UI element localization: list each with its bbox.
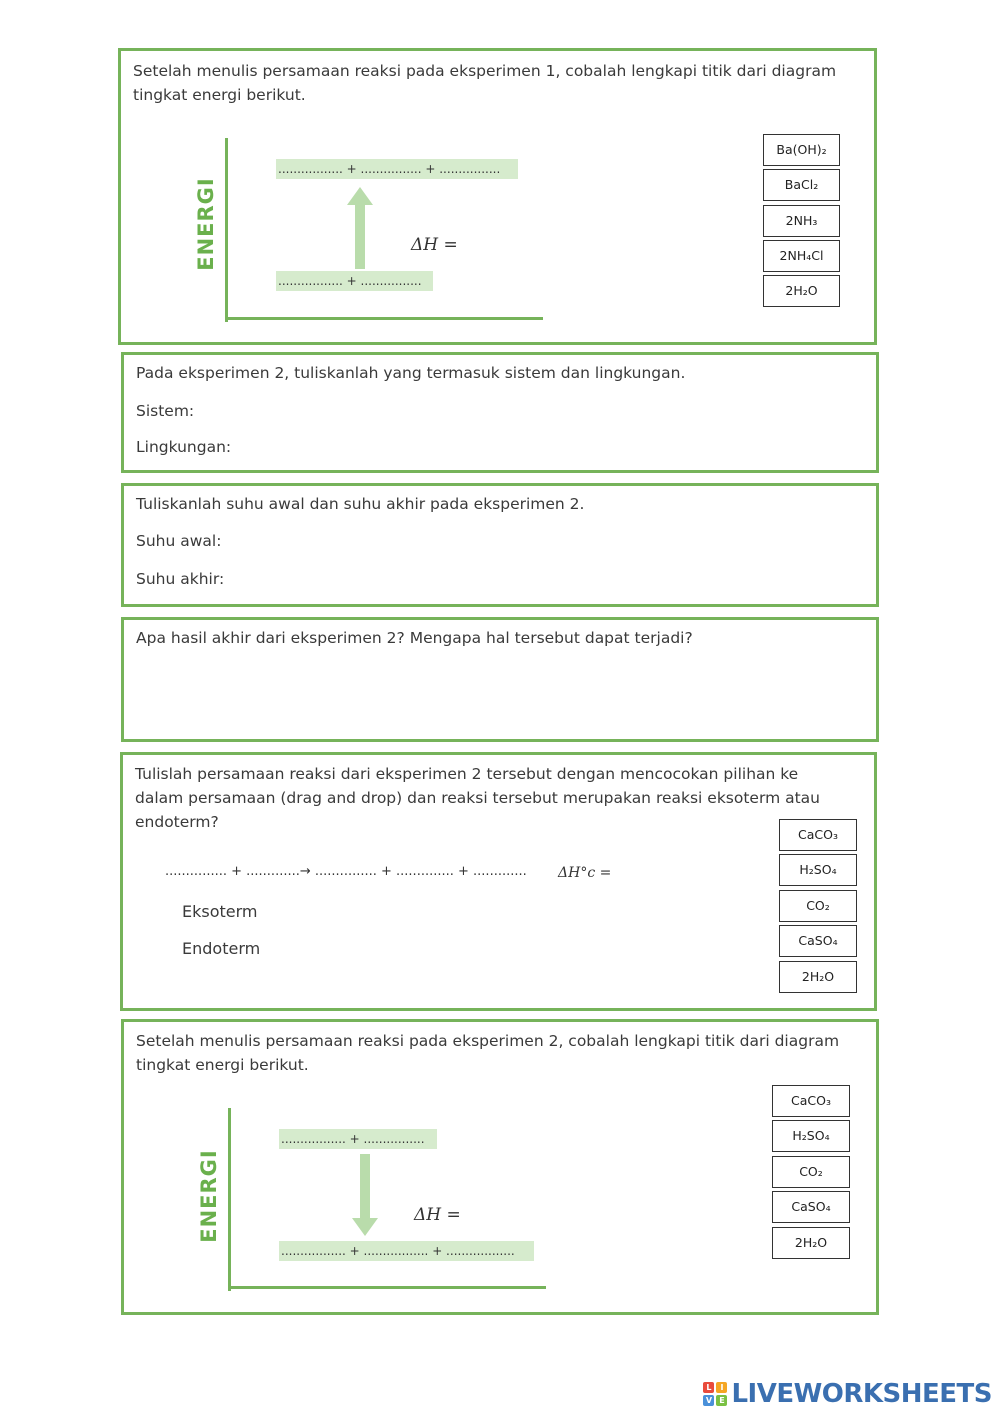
chip-2nh3[interactable]: 2NH₃	[763, 205, 840, 237]
section-1-x-axis	[225, 317, 543, 320]
chip-2h2o[interactable]: 2H₂O	[779, 961, 857, 993]
section-1-axis-label: ENERGI	[194, 177, 218, 271]
section-1-instruction: Setelah menulis persamaan reaksi pada eksperimen 1, cobalah lengkapi titik dari diagram tingkat energi berikut.	[133, 62, 837, 104]
section-6-lower-drop-slot[interactable]: ................. + ................. + ..................	[279, 1241, 534, 1261]
section-6-axis-label: ENERGI	[197, 1149, 221, 1243]
section-2-question: Pada eksperimen 2, tuliskanlah yang termasuk sistem dan lingkungan.	[136, 364, 686, 382]
chip-co2[interactable]: CO₂	[772, 1156, 850, 1188]
section-3-question: Tuliskanlah suhu awal dan suhu akhir pada eksperimen 2.	[136, 495, 585, 513]
sistem-label: Sistem:	[136, 402, 195, 420]
logo-badge-letter: E	[716, 1395, 727, 1406]
section-4-box	[121, 617, 879, 742]
logo-text: LIVEWORKSHEETS	[731, 1379, 992, 1409]
section-6-box	[121, 1019, 879, 1315]
liveworksheets-logo	[703, 1378, 992, 1410]
chip-caco3[interactable]: CaCO₃	[772, 1085, 850, 1117]
section-4-question: Apa hasil akhir dari eksperimen 2? Mengapa hal tersebut dapat terjadi?	[136, 629, 693, 647]
chip-2h2o[interactable]: 2H₂O	[763, 275, 840, 307]
logo-badge-letter: L	[703, 1382, 714, 1393]
option-eksoterm[interactable]: Eksoterm	[182, 902, 258, 921]
logo-badge-letter: I	[716, 1382, 727, 1393]
chip-2h2o[interactable]: 2H₂O	[772, 1227, 850, 1259]
section-6-delta-h: ΔH =	[414, 1205, 461, 1225]
logo-badge-icon	[703, 1382, 727, 1406]
chip-bacl2[interactable]: BaCl₂	[763, 169, 840, 201]
section-6-x-axis	[228, 1286, 546, 1289]
section-3-box	[121, 483, 879, 607]
chip-caco3[interactable]: CaCO₃	[779, 819, 857, 851]
chip-h2so4[interactable]: H₂SO₄	[772, 1120, 850, 1152]
chip-caso4[interactable]: CaSO₄	[779, 925, 857, 957]
section-1-lower-drop-slot[interactable]: ................. + ................	[276, 271, 433, 291]
option-endoterm[interactable]: Endoterm	[182, 939, 261, 958]
section-5-box	[120, 752, 877, 1011]
suhu-akhir-label: Suhu akhir:	[136, 570, 225, 588]
chip-co2[interactable]: CO₂	[779, 890, 857, 922]
down-arrow-icon	[352, 1154, 378, 1236]
logo-badge-letter: V	[703, 1395, 714, 1406]
chip-caso4[interactable]: CaSO₄	[772, 1191, 850, 1223]
chip-baoh2[interactable]: Ba(OH)₂	[763, 134, 840, 166]
chip-h2so4[interactable]: H₂SO₄	[779, 854, 857, 886]
section-6-instruction: Setelah menulis persamaan reaksi pada eksperimen 2, cobalah lengkapi titik dari diagram tingkat energi berikut.	[136, 1032, 840, 1074]
section-6-y-axis	[228, 1108, 231, 1291]
section-1-upper-drop-slot[interactable]: ................. + ................ + ................	[276, 159, 518, 179]
section-6-upper-drop-slot[interactable]: ................. + ................	[279, 1129, 437, 1149]
section-1-y-axis	[225, 138, 228, 322]
section-1-delta-h: ΔH =	[411, 235, 458, 255]
chip-2nh4cl[interactable]: 2NH₄Cl	[763, 240, 840, 272]
section-5-instruction: Tulislah persamaan reaksi dari eksperimen 2 tersebut dengan mencocokan pilihan ke dalam persamaan (drag and drop) dan reaksi tersebut merupakan reaksi eksoterm atau endoterm?	[135, 765, 820, 831]
suhu-awal-label: Suhu awal:	[136, 532, 222, 550]
lingkungan-label: Lingkungan:	[136, 438, 232, 456]
up-arrow-icon	[347, 187, 373, 269]
delta-hc-label: ΔH°c =	[558, 865, 612, 881]
reaction-equation-slots[interactable]: ............... + .............→ ............... + .............. + .............	[165, 864, 527, 879]
section-1-box	[118, 48, 877, 345]
section-2-box	[121, 352, 879, 473]
